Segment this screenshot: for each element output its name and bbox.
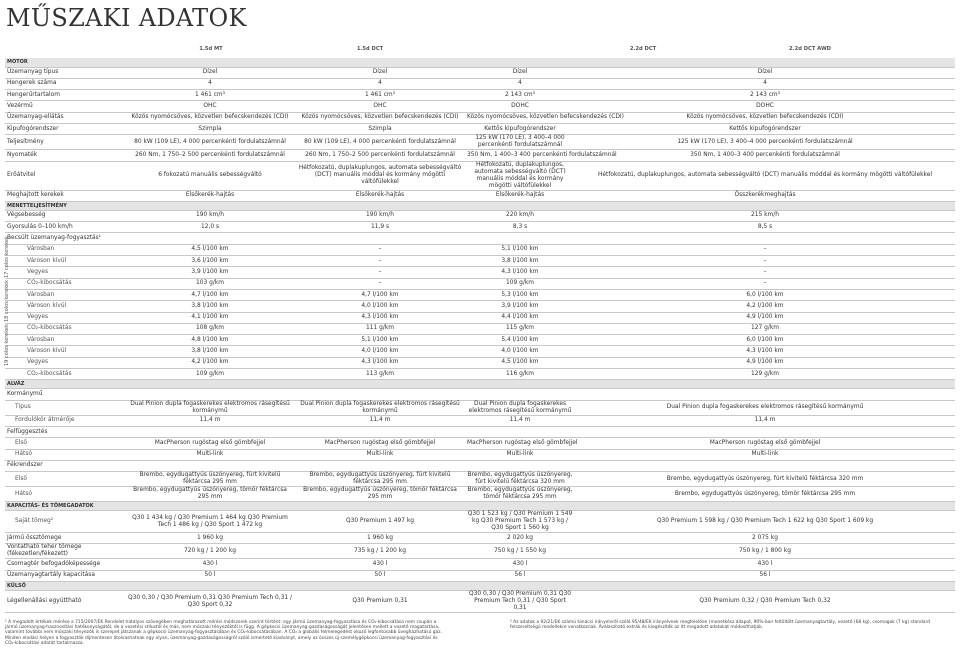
row-label: Városban [5, 244, 125, 255]
cell-col-4: Hétfokozatú, duplakuplungos, automata sebességváltó (DCT) manuális móddal és kormány mögötti váltófülekkel [575, 161, 955, 190]
cell-col-3: 220 km/h [465, 210, 575, 221]
cell-col-3: 115 g/km [465, 323, 575, 334]
cell-col-1: 4,1 l/100 km [125, 312, 295, 323]
spec-row [5, 460, 955, 471]
cell-col-4: Dízel [575, 67, 955, 78]
spec-row [5, 101, 955, 112]
cell-col-3: Brembo, egydugattyús úszónyereg, fúrt kivitelű féktárcsa 320 mm [465, 472, 575, 487]
cell-col-4: 129 g/km [575, 369, 955, 380]
cell-col-2: 113 g/km [295, 369, 465, 380]
cell-col-3: MacPherson rugóstag első gömbfejjel [465, 438, 575, 449]
cell-col-4: 430 l [575, 559, 955, 570]
section-label: MENETTELJESÍTMÉNY [5, 201, 955, 210]
cell-col-3: Multi-link [465, 449, 575, 460]
cell-col-3: Elsőkerék-hajtás [465, 190, 575, 201]
section-label: KAPACITÁS- ÉS TÖMEGADATOK [5, 502, 955, 511]
cell-col-4: Brembo, egydugattyús úszónyereg, fúrt kivitelű féktárcsa 320 mm [575, 472, 955, 487]
row-label: Üzemanyag-ellátás [5, 112, 125, 123]
spec-row [5, 190, 955, 201]
cell-col-4: 4,3 l/100 km [575, 346, 955, 357]
spec-row [5, 323, 955, 334]
row-label: Becsült üzemanyag-fogyasztás¹ [5, 233, 125, 244]
cell-col-3: Hétfokozatú, duplakuplungos, automata sebességváltó (DCT) manuális móddal és kormány mögötti váltófülekkel [465, 161, 575, 190]
cell-col-2 [295, 233, 465, 244]
spec-row [5, 67, 955, 78]
spec-row [5, 389, 955, 400]
page-title: MŰSZAKI ADATOK [6, 4, 247, 32]
cell-col-1: 190 km/h [125, 210, 295, 221]
spec-row [5, 278, 955, 289]
spec-row [5, 449, 955, 460]
cell-col-2: – [295, 278, 465, 289]
row-label: Városon kívül [5, 346, 125, 357]
row-label: Kipufogórendszer [5, 123, 125, 134]
row-label: Légellenállási együttható [5, 591, 125, 613]
spec-row [5, 267, 955, 278]
cell-col-2: 4 [295, 78, 465, 89]
section-label: KÜLSŐ [5, 582, 955, 591]
cell-col-2: 430 l [295, 559, 465, 570]
spec-row [5, 357, 955, 368]
cell-col-2: Multi-link [295, 449, 465, 460]
cell-col-2: – [295, 267, 465, 278]
spec-row [5, 559, 955, 570]
cell-col-1: 109 g/km [125, 369, 295, 380]
cell-col-1: 3,9 l/100 km [125, 267, 295, 278]
cell-col-1: Közös nyomócsöves, közvetlen befecskendezés (CDI) [125, 112, 295, 123]
cell-col-4: 4,9 l/100 km [575, 312, 955, 323]
spec-row [5, 256, 955, 267]
cell-col-2: Q30 Premium 0,31 [295, 591, 465, 613]
cell-col-3 [465, 460, 575, 471]
row-label: Felfüggesztés [5, 426, 125, 437]
cell-col-4: 4,9 l/100 km [575, 357, 955, 368]
spec-row [5, 400, 955, 415]
side-label-17: 17 colos kerekek [4, 236, 10, 278]
cell-col-1: Dual Pinion dupla fogaskerekes elektromos rásegítésű kormánymű [125, 400, 295, 415]
cell-col-2: OHC [295, 101, 465, 112]
cell-col-1: 11,4 m [125, 415, 295, 426]
cell-col-4: – [575, 256, 955, 267]
spec-row [5, 426, 955, 437]
cell-col-1 [125, 233, 295, 244]
spec-row [5, 487, 955, 502]
cell-col-3: 3,9 l/100 km [465, 301, 575, 312]
cell-col-3: 8,3 s [465, 222, 575, 233]
cell-col-1: OHC [125, 101, 295, 112]
section-header [5, 380, 955, 389]
cell-col-4: MacPherson rugóstag első gömbfejjel [575, 438, 955, 449]
row-label: Végsebesség [5, 210, 125, 221]
cell-col-3: Dízel [465, 67, 575, 78]
cell-col-3: 750 kg / 1 550 kg [465, 544, 575, 559]
row-label: Saját tömeg² [5, 511, 125, 533]
column-header-2: 1.5d DCT [356, 46, 384, 52]
cell-col-3: 2 020 kg [465, 533, 575, 544]
cell-col-1: 1 461 cm³ [125, 90, 295, 101]
cell-col-1: 4,8 l/100 km [125, 335, 295, 346]
spec-row [5, 369, 955, 380]
cell-col-1: 3,8 l/100 km [125, 301, 295, 312]
cell-col-4: 6,0 l/100 km [575, 289, 955, 300]
cell-col-2 [295, 426, 465, 437]
cell-col-1: 1 960 kg [125, 533, 295, 544]
cell-col-4 [575, 233, 955, 244]
cell-col-2: – [295, 244, 465, 255]
cell-col-1: Dízel [125, 67, 295, 78]
spec-row [5, 161, 955, 190]
section-header [5, 201, 955, 210]
cell-col-2: 4,3 l/100 km [295, 357, 465, 368]
cell-col-3: 11,4 m [465, 415, 575, 426]
cell-col-4: 8,5 s [575, 222, 955, 233]
row-label: Hátsó [5, 449, 125, 460]
cell-col-4: Dual Pinion dupla fogaskerekes elektromos rásegítésű kormánymű [575, 400, 955, 415]
cell-col-1: Multi-link [125, 449, 295, 460]
cell-col-4: Q30 Premium 0,32 / Q30 Premium Tech 0,32 [575, 591, 955, 613]
cell-col-4: 125 kW (170 LE), 3 400–4 000 percenkénti fordulatszámnál [575, 135, 955, 150]
column-header-3: 2.2d DCT [629, 46, 657, 52]
spec-row [5, 233, 955, 244]
row-label: Típus [5, 400, 125, 415]
spec-row [5, 123, 955, 134]
cell-col-2: 4,0 l/100 km [295, 301, 465, 312]
cell-col-4: 4,2 l/100 km [575, 301, 955, 312]
cell-col-2: – [295, 256, 465, 267]
row-label: Hengerűrtartalom [5, 90, 125, 101]
row-label: CO₂-kibocsátás [5, 369, 125, 380]
spec-row [5, 289, 955, 300]
cell-col-3: Kettős kipufogórendszer [465, 123, 575, 134]
cell-col-2: 4,0 l/100 km [295, 346, 465, 357]
cell-col-4: 127 g/km [575, 323, 955, 334]
row-label: Fékrendszer [5, 460, 125, 471]
cell-col-4: 11,4 m [575, 415, 955, 426]
cell-col-3: 109 g/km [465, 278, 575, 289]
cell-col-4: Brembo, egydugattyús úszónyereg, tömör féktárcsa 295 mm [575, 487, 955, 502]
row-label: Vezérmű [5, 101, 125, 112]
cell-col-2: 11,4 m [295, 415, 465, 426]
cell-col-4: 350 Nm, 1 400–3 400 percenkénti fordulatszámnál [575, 150, 955, 161]
cell-col-1: 3,6 l/100 km [125, 256, 295, 267]
spec-row [5, 210, 955, 221]
cell-col-2: Q30 Premium 1 497 kg [295, 511, 465, 533]
cell-col-3: 3,8 l/100 km [465, 256, 575, 267]
spec-row [5, 335, 955, 346]
row-label: Városban [5, 289, 125, 300]
cell-col-1: 4 [125, 78, 295, 89]
row-label: Kormánymű [5, 389, 125, 400]
cell-col-1: Elsőkerék-hajtás [125, 190, 295, 201]
cell-col-1: 3,8 l/100 km [125, 346, 295, 357]
cell-col-3: 56 l [465, 570, 575, 581]
row-label: Vegyes [5, 267, 125, 278]
cell-col-3: 350 Nm, 1 400–3 400 percenkénti fordulatszámnál [465, 150, 575, 161]
row-label: Üzemanyag típus [5, 67, 125, 78]
cell-col-3: DOHC [465, 101, 575, 112]
cell-col-1: 430 l [125, 559, 295, 570]
cell-col-2: Szimpla [295, 123, 465, 134]
row-label: Hengerek száma [5, 78, 125, 89]
row-label: Első [5, 438, 125, 449]
cell-col-2: 111 g/km [295, 323, 465, 334]
cell-col-1: 6 fokozatú manuális sebességváltó [125, 161, 295, 190]
spec-row [5, 112, 955, 123]
cell-col-3: 4,5 l/100 km [465, 357, 575, 368]
cell-col-1: 4,2 l/100 km [125, 357, 295, 368]
side-label-19: 19 colos kerekek [4, 324, 10, 366]
cell-col-3: Q30 0,30 / Q30 Premium 0,31 Q30 Premium Tech 0,31 / Q30 Sport 0,31 [465, 591, 575, 613]
cell-col-2: 11,9 s [295, 222, 465, 233]
row-label: Vegyes [5, 357, 125, 368]
cell-col-3: 5,1 l/100 km [465, 244, 575, 255]
cell-col-4: 6,0 l/100 km [575, 335, 955, 346]
cell-col-4: – [575, 244, 955, 255]
cell-col-4: 750 kg / 1 800 kg [575, 544, 955, 559]
cell-col-2 [295, 460, 465, 471]
cell-col-4 [575, 426, 955, 437]
cell-col-4: – [575, 278, 955, 289]
cell-col-4: 215 km/h [575, 210, 955, 221]
cell-col-2: Brembo, egydugattyús úszónyereg, fúrt kivitelű féktárcsa 295 mm [295, 472, 465, 487]
cell-col-2: 50 l [295, 570, 465, 581]
cell-col-2: Dízel [295, 67, 465, 78]
cell-col-3 [465, 389, 575, 400]
cell-col-3: 430 l [465, 559, 575, 570]
cell-col-3: 4 [465, 78, 575, 89]
cell-col-2: 260 Nm, 1 750–2 500 percenkénti fordulatszámnál [295, 150, 465, 161]
cell-col-2: Dual Pinion dupla fogaskerekes elektromos rásegítésű kormánymű [295, 400, 465, 415]
spec-row [5, 438, 955, 449]
spec-row [5, 312, 955, 323]
cell-col-3: 125 kW (170 LE), 3 400–4 000 percenkénti fordulatszámnál [465, 135, 575, 150]
row-label: Vegyes [5, 312, 125, 323]
cell-col-2: MacPherson rugóstag első gömbfejjel [295, 438, 465, 449]
row-label: Erőátvitel [5, 161, 125, 190]
cell-col-1: Q30 0,30 / Q30 Premium 0,31 Q30 Premium Tech 0,31 / Q30 Sport 0,32 [125, 591, 295, 613]
column-header-4: 2.2d DCT AWD [789, 46, 831, 52]
spec-row [5, 511, 955, 533]
spec-row [5, 244, 955, 255]
row-label: Vontatható teher tömege (fékezetlen/fékezett) [5, 544, 125, 559]
cell-col-1: Szimpla [125, 123, 295, 134]
cell-col-1: 4,7 l/100 km [125, 289, 295, 300]
spec-row [5, 150, 955, 161]
cell-col-1: 50 l [125, 570, 295, 581]
cell-col-4: Multi-link [575, 449, 955, 460]
section-header [5, 582, 955, 591]
row-label: Városon kívül [5, 301, 125, 312]
row-label: Üzemanyagtartály kapacitása [5, 570, 125, 581]
row-label: Csomagtér befogadóképessége [5, 559, 125, 570]
cell-col-4: 56 l [575, 570, 955, 581]
cell-col-1 [125, 426, 295, 437]
cell-col-2: 4,7 l/100 km [295, 289, 465, 300]
spec-row [5, 78, 955, 89]
cell-col-2: 1 960 kg [295, 533, 465, 544]
spec-row [5, 472, 955, 487]
section-header [5, 502, 955, 511]
cell-col-2: Elsőkerék-hajtás [295, 190, 465, 201]
cell-col-4: Közös nyomócsöves, közvetlen befecskendezés (CDI) [575, 112, 955, 123]
row-label: Meghajtott kerekek [5, 190, 125, 201]
cell-col-3: 5,4 l/100 km [465, 335, 575, 346]
row-label: Jármű össztömege [5, 533, 125, 544]
row-label: CO₂-kibocsátás [5, 323, 125, 334]
spec-row [5, 222, 955, 233]
cell-col-3: 116 g/km [465, 369, 575, 380]
cell-col-4: 2 143 cm³ [575, 90, 955, 101]
cell-col-4: Kettős kipufogórendszer [575, 123, 955, 134]
cell-col-3: 2 143 cm³ [465, 90, 575, 101]
cell-col-3: 4,3 l/100 km [465, 267, 575, 278]
spec-row [5, 591, 955, 613]
row-label: Teljesítmény [5, 135, 125, 150]
footnote-2: ² Az adatok a 92/21/EK számú tanácsi irányelvről szóló 95/48/EK irányelvnek megfelelően (menetkész állapot, 90%-ban feltöltött üzemanyagtartály, vezető (68 kg), csomagok (7 kg) standard felszereltségű modellekre vonatkoznak. Áválaszható extrák és kiegészítők az itt megadott adatokat módosíthatják. [510, 620, 931, 631]
cell-col-3: Brembo, egydugattyús úszónyereg, tömör féktárcsa 295 mm [465, 487, 575, 502]
row-label: CO₂-kibocsátás [5, 278, 125, 289]
cell-col-1: Brembo, egydugattyús úszónyereg, fúrt kivitelű féktárcsa 295 mm [125, 472, 295, 487]
cell-col-3: 4,0 l/100 km [465, 346, 575, 357]
cell-col-2: 5,1 l/100 km [295, 335, 465, 346]
cell-col-2: Hétfokozatú, duplakuplungos, automata sebességváltó (DCT) manuális móddal és kormány mögötti váltófülekkel [295, 161, 465, 190]
cell-col-2: 80 kW (109 LE), 4 000 percenkénti fordulatszámnál [295, 135, 465, 150]
cell-col-3: 5,3 l/100 km [465, 289, 575, 300]
footnote-1: ¹ A megadott értékek mérése a 715/2007/EK Rendelet hatályos szövegében meghatározott mérési módszerek szerint történt: egy jármű üzemanyag-fogyasztása és CO₂-kibocsátása nem csupán a jármű üzemanyag-hasznosítási hatékonyságától, de a vezetési stílustól és más, nem műszaki tényezőktől is függ. A gépkocsi üzemanyag-gazdaságosságát jelentősen mellett a vezető magatartása, valamint további nem műszaki tényezők is szerepet játszanak a gépkocsi üzemanyag-fogyasztásában és CO₂-kibocsátásában. A CO₂ a globális felmelegedést okozó legfontosabb üvegházhatású gáz. Minden eladási helyen a fogyasztók díjmentesen átolvashatnak egy olyan, üzemanyag-gazdaságosságról szóló ismertető kiadványt, amely az összes új személygépkocsi üzemanyag-fogyasztási és CO₂-kibocsátási adatát tartalmazza. [5, 620, 442, 646]
spec-row [5, 346, 955, 357]
cell-col-4: – [575, 267, 955, 278]
cell-col-1: 4,5 l/100 km [125, 244, 295, 255]
column-header-1: 1.5d MT [199, 46, 223, 52]
cell-col-3: Dual Pinion dupla fogaskerekes elektromos rásegítésű kormánymű [465, 400, 575, 415]
cell-col-1: 720 kg / 1 200 kg [125, 544, 295, 559]
row-label: Városban [5, 335, 125, 346]
row-label: Nyomaték [5, 150, 125, 161]
cell-col-1 [125, 460, 295, 471]
cell-col-2: Közös nyomócsöves, közvetlen befecskendezés (CDI) [295, 112, 465, 123]
cell-col-3 [465, 426, 575, 437]
spec-row [5, 415, 955, 426]
cell-col-3: Közös nyomócsöves, közvetlen befecskendezés (CDI) [465, 112, 575, 123]
cell-col-1: Brembo, egydugattyús úszónyereg, tömör féktárcsa 295 mm [125, 487, 295, 502]
cell-col-1: 12,0 s [125, 222, 295, 233]
cell-col-1: MacPherson rugóstag első gömbfejjel [125, 438, 295, 449]
cell-col-2: Brembo, egydugattyús úszónyereg, tömör féktárcsa 295 mm [295, 487, 465, 502]
section-label: MOTOR [5, 58, 955, 67]
cell-col-3 [465, 233, 575, 244]
cell-col-1: 260 Nm, 1 750–2 500 percenkénti fordulatszámnál [125, 150, 295, 161]
row-label: Városon kívül [5, 256, 125, 267]
row-label: Fordulókör átmérője [5, 415, 125, 426]
cell-col-3: 4,4 l/100 km [465, 312, 575, 323]
cell-col-4: 4 [575, 78, 955, 89]
spec-row [5, 90, 955, 101]
spec-row [5, 533, 955, 544]
cell-col-4: DOHC [575, 101, 955, 112]
spec-table [5, 58, 955, 613]
cell-col-1: 108 g/km [125, 323, 295, 334]
cell-col-2: 1 461 cm³ [295, 90, 465, 101]
cell-col-4: Q30 Premium 1 598 kg / Q30 Premium Tech 1 622 kg Q30 Sport 1 609 kg [575, 511, 955, 533]
cell-col-2 [295, 389, 465, 400]
cell-col-1 [125, 389, 295, 400]
section-header [5, 58, 955, 67]
cell-col-4 [575, 460, 955, 471]
cell-col-1: Q30 1 434 kg / Q30 Premium 1 464 kg Q30 Premium Tech 1 486 kg / Q30 Sport 1 472 kg [125, 511, 295, 533]
row-label: Hátsó [5, 487, 125, 502]
spec-row [5, 544, 955, 559]
cell-col-1: 103 g/km [125, 278, 295, 289]
cell-col-3: Q30 1 523 kg / Q30 Premium 1 549 kg Q30 Premium Tech 1 573 kg / Q30 Sport 1 560 kg [465, 511, 575, 533]
cell-col-2: 735 kg / 1 200 kg [295, 544, 465, 559]
spec-row [5, 135, 955, 150]
side-label-18: 18 colos kerekek [4, 280, 10, 322]
section-label: ALVÁZ [5, 380, 955, 389]
row-label: Gyorsulás 0–100 km/h [5, 222, 125, 233]
spec-row [5, 301, 955, 312]
cell-col-2: 190 km/h [295, 210, 465, 221]
cell-col-1: 80 kW (109 LE), 4 000 percenkénti fordulatszámnál [125, 135, 295, 150]
row-label: Első [5, 472, 125, 487]
cell-col-4: Összkerékmeghajtás [575, 190, 955, 201]
cell-col-4 [575, 389, 955, 400]
spec-row [5, 570, 955, 581]
cell-col-4: 2 075 kg [575, 533, 955, 544]
cell-col-2: 4,3 l/100 km [295, 312, 465, 323]
